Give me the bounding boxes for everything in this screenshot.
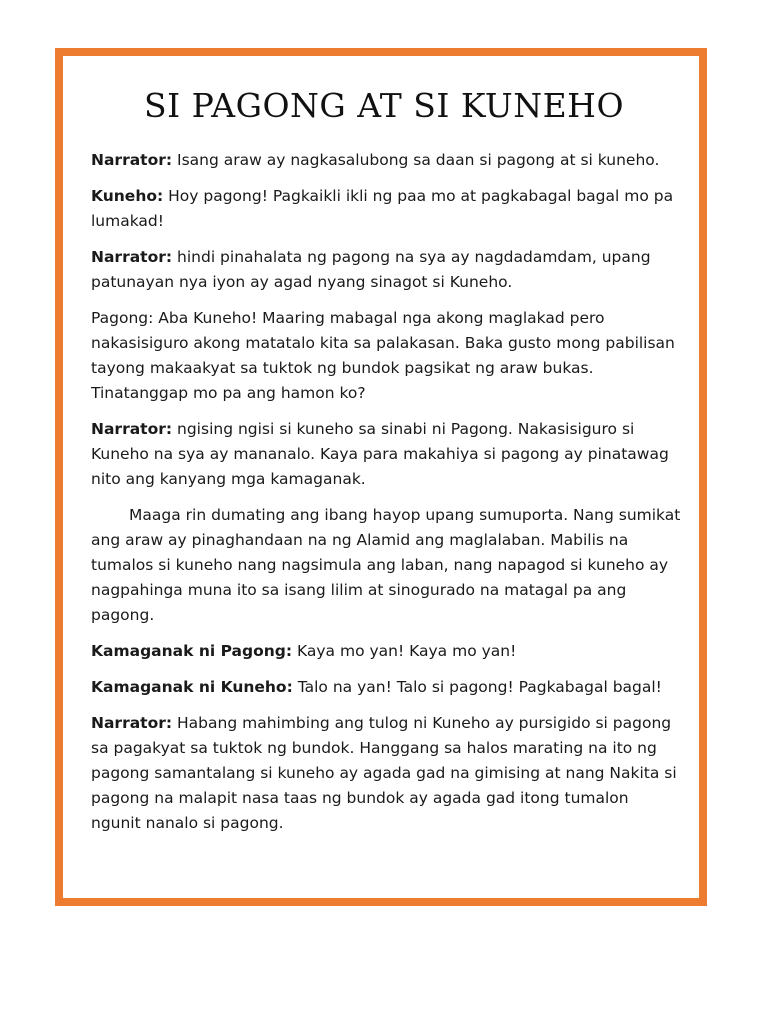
paragraph-narrator-2	[91, 245, 681, 295]
story-title: SI PAGONG AT SI KUNEHO	[143, 86, 625, 125]
paragraph-kuneho-1	[91, 184, 681, 234]
paragraph-text: Isang araw ay nagkasalubong sa daan si pagong at si kuneho.	[172, 151, 660, 169]
paragraph-pagong-1	[91, 306, 681, 406]
paragraph-text: Pagong: Aba Kuneho! Maaring mabagal nga akong maglakad pero nakasisiguro akong matatalo kita sa palakasan. Baka gusto mong pabilisan tayong makaakyat sa tuktok ng bundok pagsikat ng araw bukas. Tinatanggap mo pa ang hamon ko?	[91, 309, 675, 402]
paragraph-text: Maaga rin dumating ang ibang hayop upang sumuporta. Nang sumikat ang araw ay pinaghandaan na ng Alamid ang maglalaban. Mabilis na tumalos si kuneho nang nagsimula ang laban, nang napagod si kuneho ay nagpahinga muna ito sa isang lilim at sinogurado na matagal pa ang pagong.	[91, 506, 681, 624]
story-body	[91, 148, 681, 847]
paragraph-kamaganak-kuneho	[91, 675, 681, 700]
speaker-label: Narrator:	[91, 248, 173, 266]
speaker-label: Narrator:	[91, 151, 173, 169]
paragraph-narrator-1	[91, 148, 681, 173]
paragraph-text: Hoy pagong! Pagkaikli ikli ng paa mo at pagkabagal bagal mo pa lumakad!	[91, 187, 674, 230]
speaker-label: Kamaganak ni Pagong:	[91, 642, 293, 660]
paragraph-narrator-3	[91, 417, 681, 492]
paragraph-text: Talo na yan! Talo si pagong! Pagkabagal bagal!	[292, 678, 662, 696]
paragraph-narration-race	[91, 503, 681, 628]
paragraph-narrator-4	[91, 711, 681, 836]
paragraph-text: Kaya mo yan! Kaya mo yan!	[292, 642, 517, 660]
speaker-label: Narrator:	[91, 420, 173, 438]
paragraph-text: Habang mahimbing ang tulog ni Kuneho ay pursigido si pagong sa pagakyat sa tuktok ng bundok. Hanggang sa halos marating na ito ng pagong samantalang si kuneho ay agada gad na gimising at nang Nakita si pagong na malapit nasa taas ng bundok ay agada gad itong tumalon ngunit nanalo si pagong.	[91, 714, 677, 832]
speaker-label: Kuneho:	[91, 187, 164, 205]
paragraph-text: ngising ngisi si kuneho sa sinabi ni Pagong. Nakasisiguro si Kuneho na sya ay mananalo. Kaya para makahiya si pagong ay pinatawag nito ang kanyang mga kamaganak.	[91, 420, 669, 488]
paragraph-text: hindi pinahalata ng pagong na sya ay nagdadamdam, upang patunayan nya iyon ay agad nyang sinagot si Kuneho.	[91, 248, 651, 291]
speaker-label: Narrator:	[91, 714, 173, 732]
speaker-label: Kamaganak ni Kuneho:	[91, 678, 293, 696]
paragraph-kamaganak-pagong	[91, 639, 681, 664]
